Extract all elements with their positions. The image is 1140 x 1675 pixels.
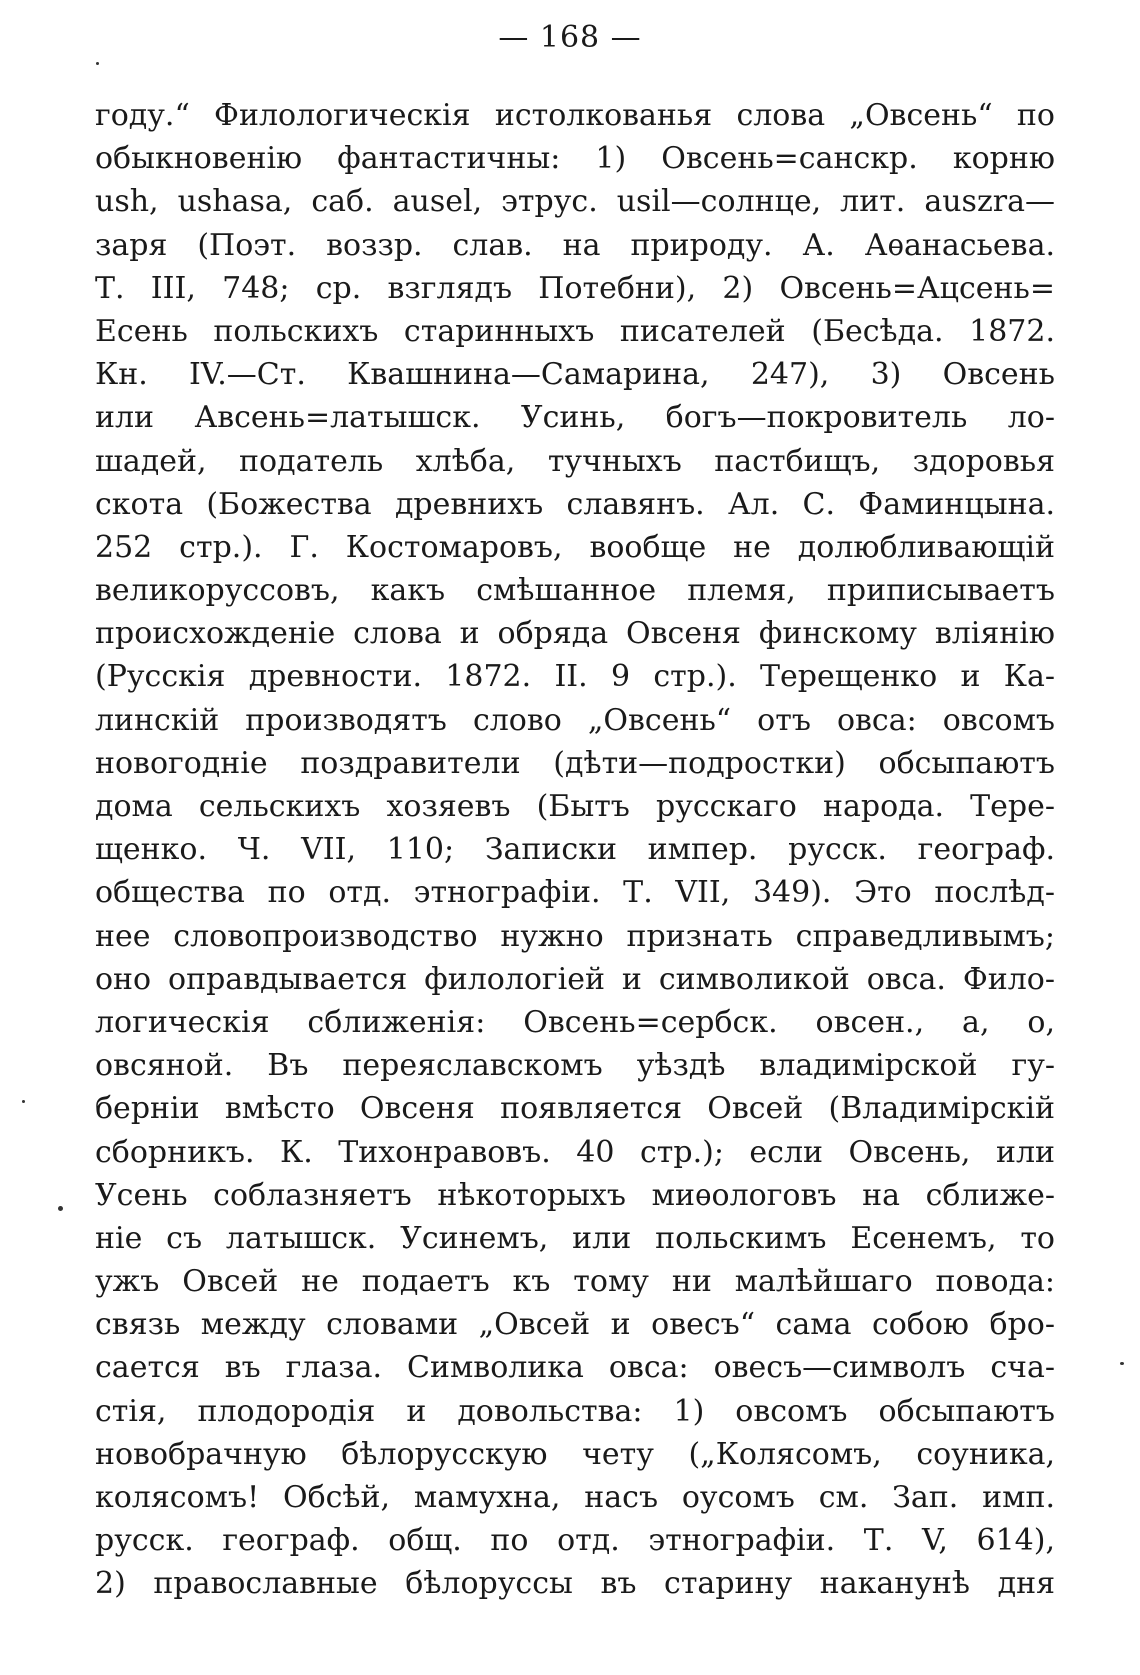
text-line-15: линскій производятъ слово „Овсень“ отъ овса: овсомъ xyxy=(95,702,1055,738)
text-line-9: шадей, податель хлѣба, тучныхъ пастбищъ, здоровья xyxy=(95,443,1055,479)
text-line-14: (Русскія древности. 1872. II. 9 стр.). Терещенко и Ка- xyxy=(95,659,1055,695)
text-line-17: дома сельскихъ хозяевъ (Бытъ русскаго народа. Тере- xyxy=(95,789,1055,824)
text-line-32: новобрачную бѣлорусскую чету („Колясомъ, соуника, xyxy=(95,1436,1055,1472)
text-line-5: Т. III, 748; ср. взглядъ Потебни), 2) Овсень=Ацсень= xyxy=(95,270,1055,306)
scan-speck xyxy=(22,1100,25,1103)
page-number: — 168 — xyxy=(498,20,642,55)
text-line-34: русск. географ. общ. по отд. этнографіи. Т. V, 614), xyxy=(95,1523,1055,1559)
text-line-25: сборникъ. К. Тихонравовъ. 40 стр.); если Овсень, или xyxy=(95,1134,1055,1170)
text-line-22: логическія сближенія: Овсень=сербск. овсен., а, о, xyxy=(95,1004,1055,1040)
text-line-12: великоруссовъ, какъ смѣшанное племя, приписываетъ xyxy=(95,573,1055,609)
text-line-4: заря (Поэт. воззр. слав. на природу. А. Аѳанасьева. xyxy=(95,227,1055,263)
text-line-20: нее словопроизводство нужно признать справедливымъ; xyxy=(95,918,1055,954)
text-line-18: щенко. Ч. VII, 110; Записки импер. русск. географ. xyxy=(95,832,1055,868)
scan-speck xyxy=(96,62,99,65)
text-line-3: ush, ushasa, саб. ausel, этрус. usil—солнце, лит. auszra— xyxy=(95,184,1055,220)
text-line-30: сается въ глаза. Символика овса: овесъ—символъ сча- xyxy=(95,1350,1055,1386)
text-line-23: овсяной. Въ переяславскомъ уѣздѣ владимірской гу- xyxy=(95,1048,1055,1084)
text-line-8: или Авсень=латышск. Усинь, богъ—покровитель ло- xyxy=(95,400,1055,436)
text-line-7: Кн. IV.—Ст. Квашнина—Самарина, 247), 3) Овсень xyxy=(95,357,1055,393)
text-line-26: Усень соблазняетъ нѣкоторыхъ миѳологовъ на сближе- xyxy=(95,1177,1055,1213)
text-line-16: новогодніе поздравители (дѣти—подростки) обсыпаютъ xyxy=(95,745,1055,781)
text-line-21: оно оправдывается филологіей и символикой овса. Фило- xyxy=(95,961,1055,997)
text-line-28: ужъ Овсей не подаетъ къ тому ни малѣйшаго повода: xyxy=(95,1264,1055,1300)
text-line-6: Есень польскихъ старинныхъ писателей (Бесѣда. 1872. xyxy=(95,313,1055,349)
text-line-29: связь между словами „Овсей и овесъ“ сама собою бро- xyxy=(95,1307,1055,1343)
scan-speck xyxy=(1120,1362,1124,1365)
text-line-19: общества по отд. этнографіи. Т. VII, 349). Это послѣд- xyxy=(95,875,1055,911)
text-line-1: году.“ Филологическія истолкованья слова „Овсень“ по xyxy=(95,98,1055,133)
text-line-13: происхожденіе слова и обряда Овсеня финскому вліянію xyxy=(95,616,1055,652)
body-text xyxy=(95,94,1055,1606)
text-line-2: обыкновенію фантастичны: 1) Овсень=санскр. корню xyxy=(95,141,1055,177)
text-line-24: берніи вмѣсто Овсеня появляется Овсей (Владимірскій xyxy=(95,1091,1055,1127)
text-line-35: 2) православные бѣлоруссы въ старину наканунѣ дня xyxy=(95,1566,1055,1602)
scan-speck xyxy=(58,1206,63,1211)
text-line-10: скота (Божества древнихъ славянъ. Ал. С. Фаминцына. xyxy=(95,486,1055,522)
text-line-27: ніе съ латышск. Усинемъ, или польскимъ Есенемъ, то xyxy=(95,1220,1055,1256)
text-line-11: 252 стр.). Г. Костомаровъ, вообще не долюбливающій xyxy=(95,529,1055,565)
text-line-33: колясомъ! Обсѣй, мамухна, насъ оусомъ см. Зап. имп. xyxy=(95,1480,1055,1515)
text-line-31: стія, плодородія и довольства: 1) овсомъ обсыпаютъ xyxy=(95,1393,1055,1429)
